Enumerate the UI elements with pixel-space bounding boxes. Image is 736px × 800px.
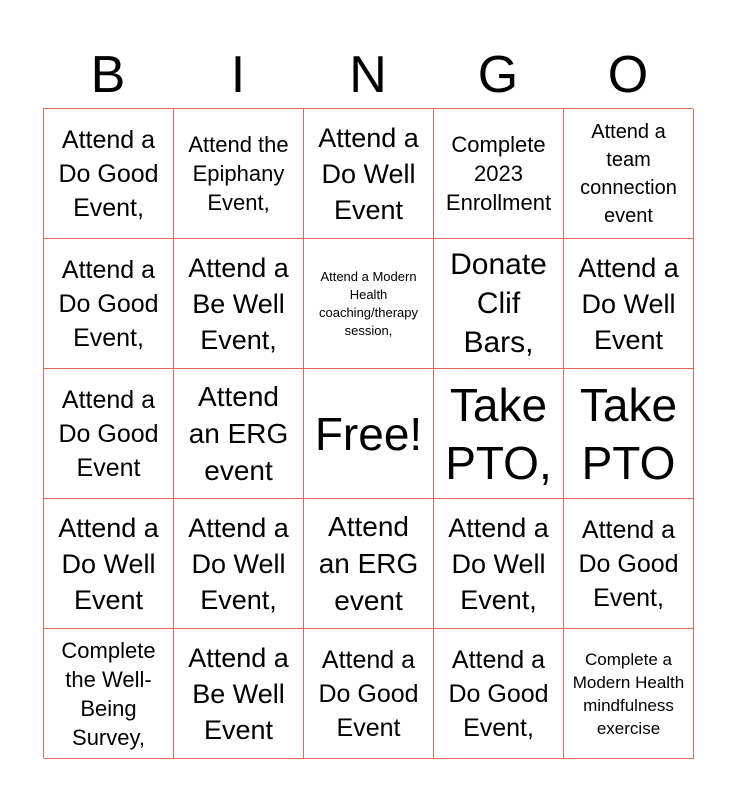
bingo-cell-r4c5[interactable] xyxy=(564,499,694,629)
header-letter-g: G xyxy=(477,46,519,104)
header-letter-o: O xyxy=(607,46,649,104)
cell-text: Attend a Do Well Event xyxy=(58,512,159,615)
bingo-cell-r4c3[interactable] xyxy=(304,499,434,629)
bingo-cell-r1c2[interactable] xyxy=(174,109,304,239)
bingo-cell-r1c4[interactable] xyxy=(434,109,564,239)
bingo-cell-r5c3[interactable] xyxy=(304,629,434,759)
bingo-cell-r2c1[interactable] xyxy=(44,239,174,369)
bingo-header xyxy=(43,42,693,108)
header-letter-n: N xyxy=(349,46,387,104)
bingo-cell-r2c4[interactable] xyxy=(434,239,564,369)
bingo-cell-r4c4[interactable] xyxy=(434,499,564,629)
cell-text: Attend a Do Good Event xyxy=(318,645,419,742)
bingo-cell-r5c1[interactable] xyxy=(44,629,174,759)
cell-text: Donate Clif Bars, xyxy=(450,248,547,359)
cell-text: Attend a Do Good Event, xyxy=(58,255,159,352)
bingo-cell-r3c3-free[interactable] xyxy=(304,369,434,499)
cell-text: Attend an ERG event xyxy=(318,511,419,616)
bingo-cell-r3c5[interactable] xyxy=(564,369,694,499)
bingo-cell-r1c1[interactable] xyxy=(44,109,174,239)
cell-text: Attend a Do Good Event xyxy=(58,385,159,482)
cell-text: Complete the Well-Being Survey, xyxy=(61,637,156,750)
cell-text: Attend a Do Good Event, xyxy=(578,515,679,612)
header-letter-i: I xyxy=(230,46,246,104)
cell-text: Complete 2023 Enrollment xyxy=(445,132,552,215)
bingo-cell-r4c1[interactable] xyxy=(44,499,174,629)
cell-text: Take PTO, xyxy=(445,378,552,489)
cell-text: Attend a Do Good Event, xyxy=(448,645,549,742)
free-space-text: Free! xyxy=(314,407,423,460)
cell-text: Attend the Epiphany Event, xyxy=(188,132,289,215)
bingo-cell-r4c2[interactable] xyxy=(174,499,304,629)
bingo-cell-r3c1[interactable] xyxy=(44,369,174,499)
bingo-cell-r1c3[interactable] xyxy=(304,109,434,239)
cell-text: Attend a team connection event xyxy=(580,120,677,227)
bingo-cell-r2c3[interactable] xyxy=(304,239,434,369)
bingo-cell-r3c2[interactable] xyxy=(174,369,304,499)
header-letter-b: B xyxy=(90,46,126,104)
bingo-cell-r3c4[interactable] xyxy=(434,369,564,499)
bingo-cell-r5c4[interactable] xyxy=(434,629,564,759)
cell-text: Attend a Do Well Event xyxy=(578,252,679,355)
cell-text: Attend an ERG event xyxy=(188,381,289,486)
cell-text: Complete a Modern Health mindfulness exercise xyxy=(572,649,685,738)
bingo-cell-r2c5[interactable] xyxy=(564,239,694,369)
cell-text: Attend a Be Well Event, xyxy=(188,252,289,355)
cell-text: Attend a Modern Health coaching/therapy session, xyxy=(318,268,418,338)
bingo-cell-r5c2[interactable] xyxy=(174,629,304,759)
bingo-card-grid xyxy=(43,108,693,758)
cell-text: Take PTO xyxy=(579,378,678,489)
cell-text: Attend a Do Well Event, xyxy=(188,512,289,615)
cell-text: Attend a Do Well Event, xyxy=(448,512,549,615)
bingo-cell-r5c5[interactable] xyxy=(564,629,694,759)
cell-text: Attend a Be Well Event xyxy=(188,642,289,745)
cell-text: Attend a Do Good Event, xyxy=(58,125,159,222)
cell-text: Attend a Do Well Event xyxy=(318,122,419,225)
bingo-cell-r1c5[interactable] xyxy=(564,109,694,239)
bingo-cell-r2c2[interactable] xyxy=(174,239,304,369)
